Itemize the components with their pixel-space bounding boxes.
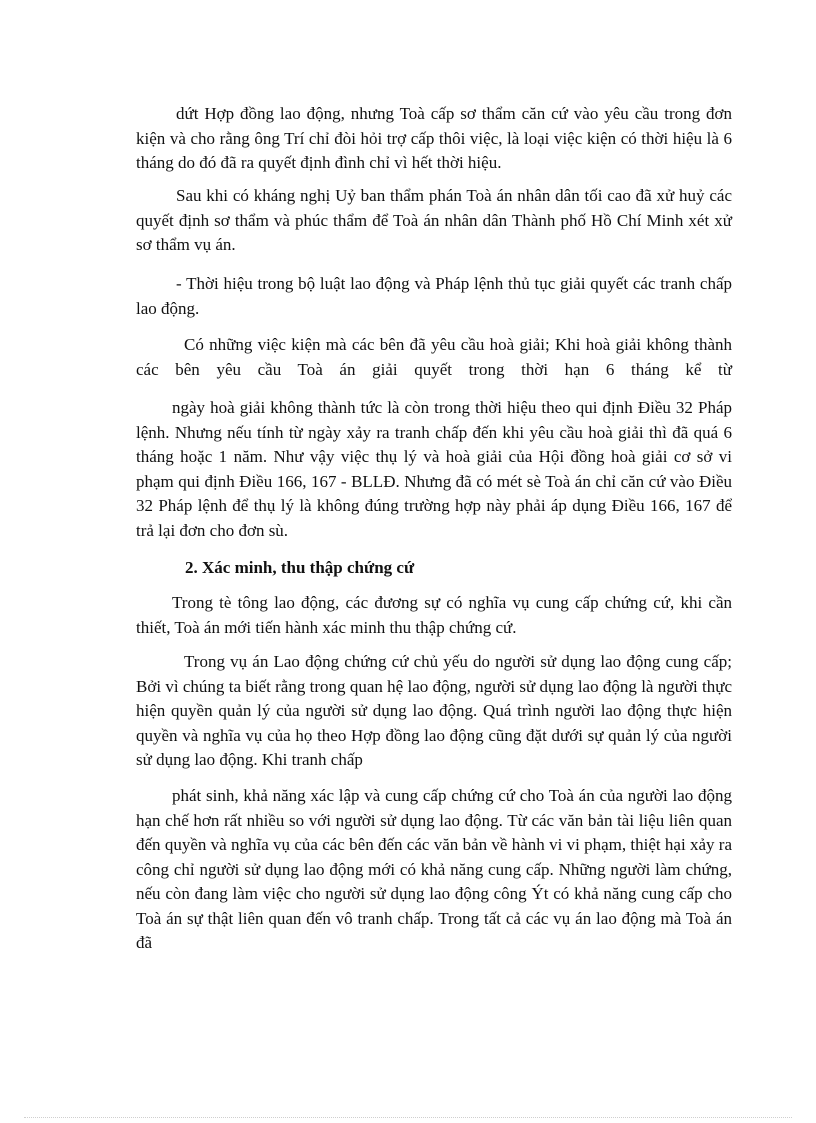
paragraph-3: - Thời hiệu trong bộ luật lao động và Pháp lệnh thủ tục giải quyết các tranh chấp lao động. (136, 274, 732, 318)
paragraph-7: Trong vụ án Lao động chứng cứ chủ yếu do người sử dụng lao động cung cấp; Bởi vì chúng ta biết rằng trong quan hệ lao động, người sử dụng lao động là người thực hiện quyền quản lý của người sử dụng lao động. Quá trình người lao động thực hiện quyền và nghĩa vụ của họ theo Hợp đồng lao động cũng đặt dưới sự quản lý của người sử dụng lao động. Khi tranh chấp (136, 652, 732, 769)
paragraph-8: phát sinh, khả năng xác lập và cung cấp chứng cứ cho Toà án của người lao động hạn chế hơn rất nhiều so với người sử dụng lao động. Từ các văn bản tài liệu liên quan đến quyền và nghĩa vụ của các bên đến các văn bản về hành vi vi phạm, thiệt hại xảy ra công chỉ người sử dụng lao động mới có khả năng cung cấp. Những người làm chứng, nếu còn đang làm việc cho người sử dụng lao động công Ýt có khả năng cung cấp cho Toà án sự thật liên quan đến vô tranh chấp. Trong tất cả các vụ án lao động mà Toà án đã (136, 786, 732, 952)
paragraph-6: Trong tè tông lao động, các đương sự có nghĩa vụ cung cấp chứng cứ, khi cần thiết, Toà án mới tiến hành xác minh thu thập chứng cứ. (136, 593, 732, 637)
paragraph-5: ngày hoà giải không thành tức là còn trong thời hiệu theo qui định Điều 32 Pháp lệnh. Nhưng nếu tính từ ngày xảy ra tranh chấp đến khi yêu cầu hoà giải thì đã quá 6 tháng hoặc 1 năm. Như vậy việc thụ lý và hoà giải của Hội đồng hoà giải cơ sở vi phạm qui định Điều 166, 167 - BLLĐ. Nhưng đã có mét sè Toà án chỉ căn cứ vào Điều 32 Pháp lệnh để thụ lý là không đúng trường hợp này phải áp dụng Điều 166, 167 để trả lại đơn cho đơn sù. (136, 398, 732, 540)
paragraph-1: dứt Hợp đồng lao động, nhưng Toà cấp sơ thẩm căn cứ vào yêu cầu trong đơn kiện và cho rằng ông Trí chỉ đòi hỏi trợ cấp thôi việc, là loại việc kiện có thời hiệu là 6 tháng do đó đã ra quyết định đình chỉ vì hết thời hiệu. (136, 104, 732, 172)
paragraph-2: Sau khi có kháng nghị Uỷ ban thẩm phán Toà án nhân dân tối cao đã xử huỷ các quyết định sơ thẩm và phúc thẩm để Toà án nhân dân Thành phố Hồ Chí Minh xét xử sơ thẩm vụ án. (136, 186, 732, 254)
paragraph-4: Có những việc kiện mà các bên đã yêu cầu hoà giải; Khi hoà giải không thành các bên yêu cầu Toà án giải quyết trong thời hạn 6 tháng kể từ (136, 335, 732, 379)
page-bottom-divider (24, 1117, 792, 1118)
section-heading: 2. Xác minh, thu thập chứng cứ (185, 558, 415, 577)
